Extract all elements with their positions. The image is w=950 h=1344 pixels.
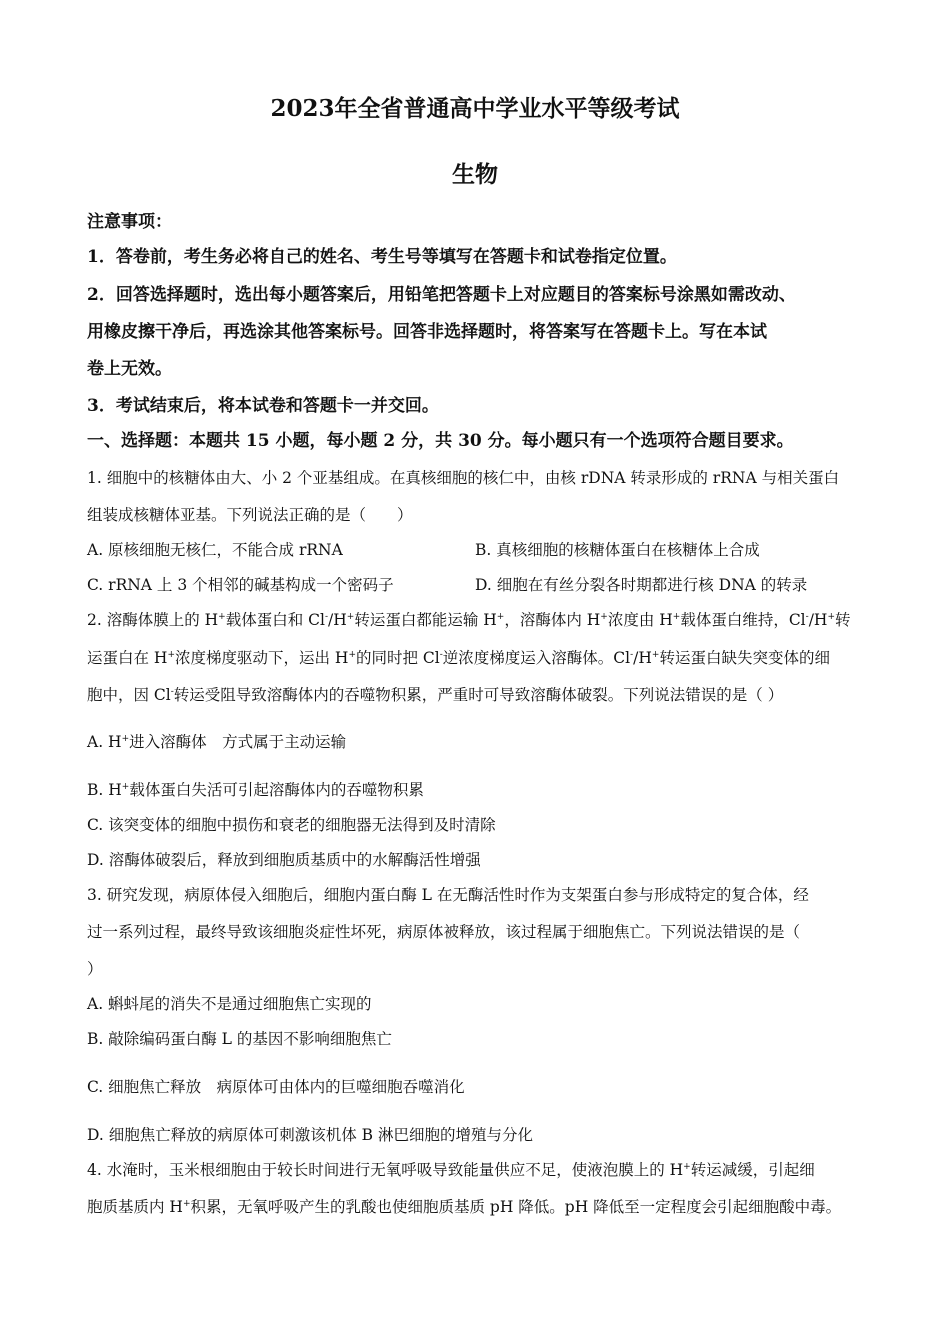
q2-stem-line-2: 运蛋白在 H+浓度梯度驱动下，运出 H+的同时把 Cl-逆浓度梯度运入溶酶体。Cl-/H+转运蛋白缺失突变体的细 bbox=[87, 649, 830, 667]
notice-item-1: 1．答卷前，考生务必将自己的姓名、考生号等填写在答题卡和试卷指定位置。 bbox=[87, 247, 677, 267]
q3-stem-line-3: ） bbox=[87, 960, 103, 978]
notice-item-2-line-1: 2．回答选择题时，选出每小题答案后，用铅笔把答题卡上对应题目的答案标号涂黑如需改动、 bbox=[87, 285, 796, 305]
q2-option-a: A. H+进入溶酶体 方式属于主动运输 bbox=[87, 733, 347, 751]
q2-option-c: C. 该突变体的细胞中损伤和衰老的细胞器无法得到及时清除 bbox=[87, 816, 496, 834]
notice-item-2-line-2: 用橡皮擦干净后，再选涂其他答案标号。回答非选择题时，将答案写在答题卡上。写在本试 bbox=[87, 322, 767, 342]
q3-option-b: B. 敲除编码蛋白酶 L 的基因不影响细胞焦亡 bbox=[87, 1030, 392, 1048]
q2-option-d: D. 溶酶体破裂后，释放到细胞质基质中的水解酶活性增强 bbox=[87, 851, 481, 869]
q2-stem-line-1: 2. 溶酶体膜上的 H+载体蛋白和 Cl-/H+转运蛋白都能运输 H+，溶酶体内 H+浓度由 H+载体蛋白维持，Cl-/H+转 bbox=[87, 611, 851, 629]
q3-option-d: D. 细胞焦亡释放的病原体可刺激该机体 B 淋巴细胞的增殖与分化 bbox=[87, 1126, 533, 1144]
q1-option-b: B. 真核细胞的核糖体蛋白在核糖体上合成 bbox=[475, 541, 760, 559]
q1-option-a: A. 原核细胞无核仁，不能合成 rRNA bbox=[87, 541, 343, 559]
notice-item-2-line-3: 卷上无效。 bbox=[87, 359, 172, 379]
q3-stem-line-1: 3. 研究发现，病原体侵入细胞后，细胞内蛋白酶 L 在无酶活性时作为支架蛋白参与形成特定的复合体，经 bbox=[87, 886, 809, 904]
q4-stem-line-1: 4. 水淹时，玉米根细胞由于较长时间进行无氧呼吸导致能量供应不足，使液泡膜上的 H+转运减缓，引起细 bbox=[87, 1161, 815, 1179]
q1-option-c: C. rRNA 上 3 个相邻的碱基构成一个密码子 bbox=[87, 576, 394, 594]
q2-stem-line-3: 胞中，因 Cl-转运受阻导致溶酶体内的吞噬物积累，严重时可导致溶酶体破裂。下列说法错误的是（ ） bbox=[87, 686, 784, 704]
exam-title: 2023年全省普通高中学业水平等级考试 bbox=[270, 95, 680, 122]
q3-option-a: A. 蝌蚪尾的消失不是通过细胞焦亡实现的 bbox=[87, 995, 372, 1013]
q1-stem-line-2: 组装成核糖体亚基。下列说法正确的是（ ） bbox=[87, 506, 413, 524]
notice-heading: 注意事项： bbox=[87, 212, 172, 232]
section-1-heading: 一、选择题：本题共 15 小题，每小题 2 分，共 30 分。每小题只有一个选项符合题目要求。 bbox=[87, 431, 794, 451]
q1-stem-line-1: 1. 细胞中的核糖体由大、小 2 个亚基组成。在真核细胞的核仁中，由核 rDNA 转录形成的 rRNA 与相关蛋白 bbox=[87, 469, 840, 487]
q3-stem-line-2: 过一系列过程，最终导致该细胞炎症性坏死，病原体被释放，该过程属于细胞焦亡。下列说法错误的是（ bbox=[87, 923, 801, 941]
subject-title: 生物 bbox=[452, 161, 498, 188]
q2-option-b: B. H+载体蛋白失活可引起溶酶体内的吞噬物积累 bbox=[87, 781, 424, 799]
q4-stem-line-2: 胞质基质内 H+积累，无氧呼吸产生的乳酸也使细胞质基质 pH 降低。pH 降低至一定程度会引起细胞酸中毒。 bbox=[87, 1198, 842, 1216]
q1-option-d: D. 细胞在有丝分裂各时期都进行核 DNA 的转录 bbox=[475, 576, 808, 594]
notice-item-3: 3．考试结束后，将本试卷和答题卡一并交回。 bbox=[87, 396, 439, 416]
q3-option-c: C. 细胞焦亡释放 病原体可由体内的巨噬细胞吞噬消化 bbox=[87, 1078, 465, 1096]
